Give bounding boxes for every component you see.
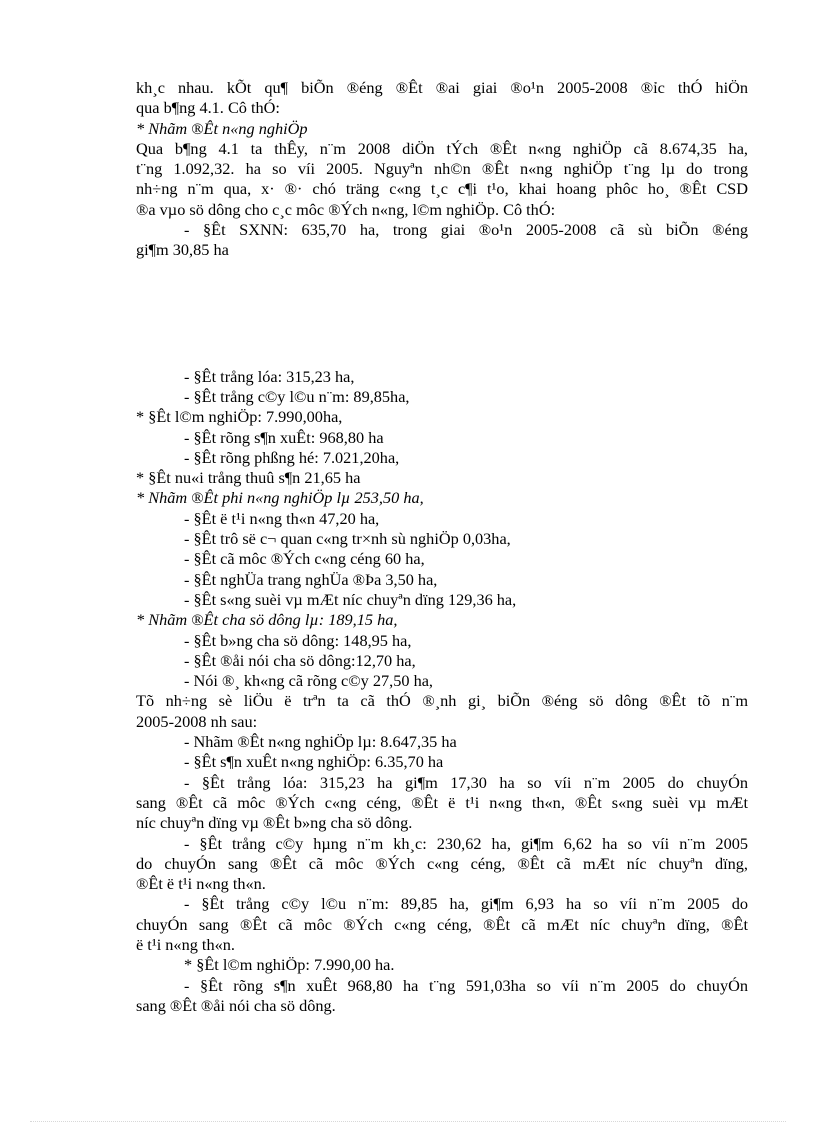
blank-space (136, 261, 748, 367)
text-line: - §Êt b»ng cha sö dông: 148,95 ha, (184, 630, 412, 650)
text-line: nh÷ng n¨m qua, x· ®· chó träng c«ng t¸c c¶i t¹o, khai hoang phôc ho¸ ®Êt CSD (136, 179, 748, 199)
text-line: - §Êt nghÜa trang nghÜa ®Þa 3,50 ha, (184, 569, 438, 589)
text-line: - §Êt trô së c¬ quan c«ng tr×nh sù nghiÖp 0,03ha, (184, 529, 511, 549)
text-line: - Nhãm ®Êt n«ng nghiÖp lµ: 8.647,35 ha (184, 732, 457, 752)
text-line: - §Êt trång c©y hµng n¨m kh¸c: 230,62 ha, gi¶m 6,62 ha so víi n¨m 2005 (184, 833, 748, 853)
text-line: chuyÓn sang ®Êt cã môc ®Ých c«ng céng, ®Êt cã mÆt níc chuyªn dïng, ®Êt (136, 914, 748, 934)
text-line: * §Êt l©m nghiÖp: 7.990,00ha, (136, 407, 343, 427)
text-line: - §Êt ®åi nói cha sö dông:12,70 ha, (184, 650, 416, 670)
text-line: - §Êt trång lóa: 315,23 ha gi¶m 17,30 ha so víi n¨m 2005 do chuyÓn (184, 772, 748, 792)
text-line: qua b¶ng 4.1. Cô thÓ: (136, 98, 280, 118)
page-bottom-divider (30, 1121, 786, 1122)
text-line: - §Êt trång c©y l©u n¨m: 89,85ha, (184, 386, 410, 406)
text-line: - §Êt ë t¹i n«ng th«n 47,20 ha, (184, 508, 380, 528)
document-page (136, 78, 748, 1016)
text-line: - §Êt rõng s¶n xuÊt: 968,80 ha (184, 427, 384, 447)
text-line: - §Êt rõng s¶n xuÊt 968,80 ha t¨ng 591,03ha so víi n¨m 2005 do chuyÓn (184, 975, 748, 995)
text-line: Tõ nh÷ng sè liÖu ë trªn ta cã thÓ ®¸nh gi¸ biÕn ®éng sö dông ®Êt tõ n¨m (136, 691, 748, 711)
text-line: - §Êt s¶n xuÊt n«ng nghiÖp: 6.35,70 ha (184, 752, 444, 772)
text-line: * Nhãm ®Êt n«ng nghiÖp (136, 118, 308, 138)
text-line: t¨ng 1.092,32. ha so víi 2005. Nguyªn nh©n ®Êt n«ng nghiÖp t¨ng lµ do trong (136, 159, 748, 179)
text-line: * Nhãm ®Êt phi n«ng nghiÖp lµ 253,50 ha, (136, 488, 424, 508)
text-line: * Nhãm ®Êt cha sö dông lµ: 189,15 ha, (136, 610, 398, 630)
text-line: - §Êt trång c©y l©u n¨m: 89,85 ha, gi¶m 6,93 ha so víi n¨m 2005 do (184, 894, 748, 914)
text-line: sang ®Êt cã môc ®Ých c«ng céng, ®Êt ë t¹i n«ng th«n, ®Êt s«ng suèi vµ mÆt (136, 792, 748, 812)
text-line: ®a vµo sö dông cho c¸c môc ®Ých n«ng, l©m nghiÖp. Cô thÓ: (136, 199, 556, 219)
text-line: sang ®Êt ®åi nói cha sö dông. (136, 995, 336, 1015)
text-line: ë t¹i n«ng th«n. (136, 934, 235, 954)
text-line: - §Êt rõng phßng hé: 7.021,20ha, (184, 447, 400, 467)
text-line: * §Êt l©m nghiÖp: 7.990,00 ha. (184, 955, 395, 975)
text-line: gi¶m 30,85 ha (136, 240, 229, 260)
text-line: ®Êt ë t¹i n«ng th«n. (136, 874, 266, 894)
text-line: do chuyÓn sang ®Êt cã môc ®Ých c«ng céng, ®Êt cã mÆt níc chuyªn dïng, (136, 853, 748, 873)
text-line: kh¸c nhau. kÕt qu¶ biÕn ®éng ®Êt ®ai giai ®o¹n 2005-2008 ®ỉc thÓ hiÖn (136, 78, 748, 97)
text-line: - §Êt SXNN: 635,70 ha, trong giai ®o¹n 2005-2008 cã sù biÕn ®éng (184, 220, 748, 240)
text-line: Qua b¶ng 4.1 ta thÊy, n¨m 2008 diÖn tÝch ®Êt n«ng nghiÖp cã 8.674,35 ha, (136, 138, 748, 158)
text-line: 2005-2008 nh sau: (136, 711, 258, 731)
text-line: - §Êt trång lóa: 315,23 ha, (184, 366, 355, 386)
text-line: - Nói ®¸ kh«ng cã rõng c©y 27,50 ha, (184, 671, 434, 691)
text-line: - §Êt s«ng suèi vµ mÆt níc chuyªn dïng 129,36 ha, (184, 589, 517, 609)
text-line: níc chuyªn dïng vµ ®Êt b»ng cha sö dông. (136, 813, 413, 833)
text-line: * §Êt nu«i trång thuû s¶n 21,65 ha (136, 468, 361, 488)
text-line: - §Êt cã môc ®Ých c«ng céng 60 ha, (184, 549, 425, 569)
